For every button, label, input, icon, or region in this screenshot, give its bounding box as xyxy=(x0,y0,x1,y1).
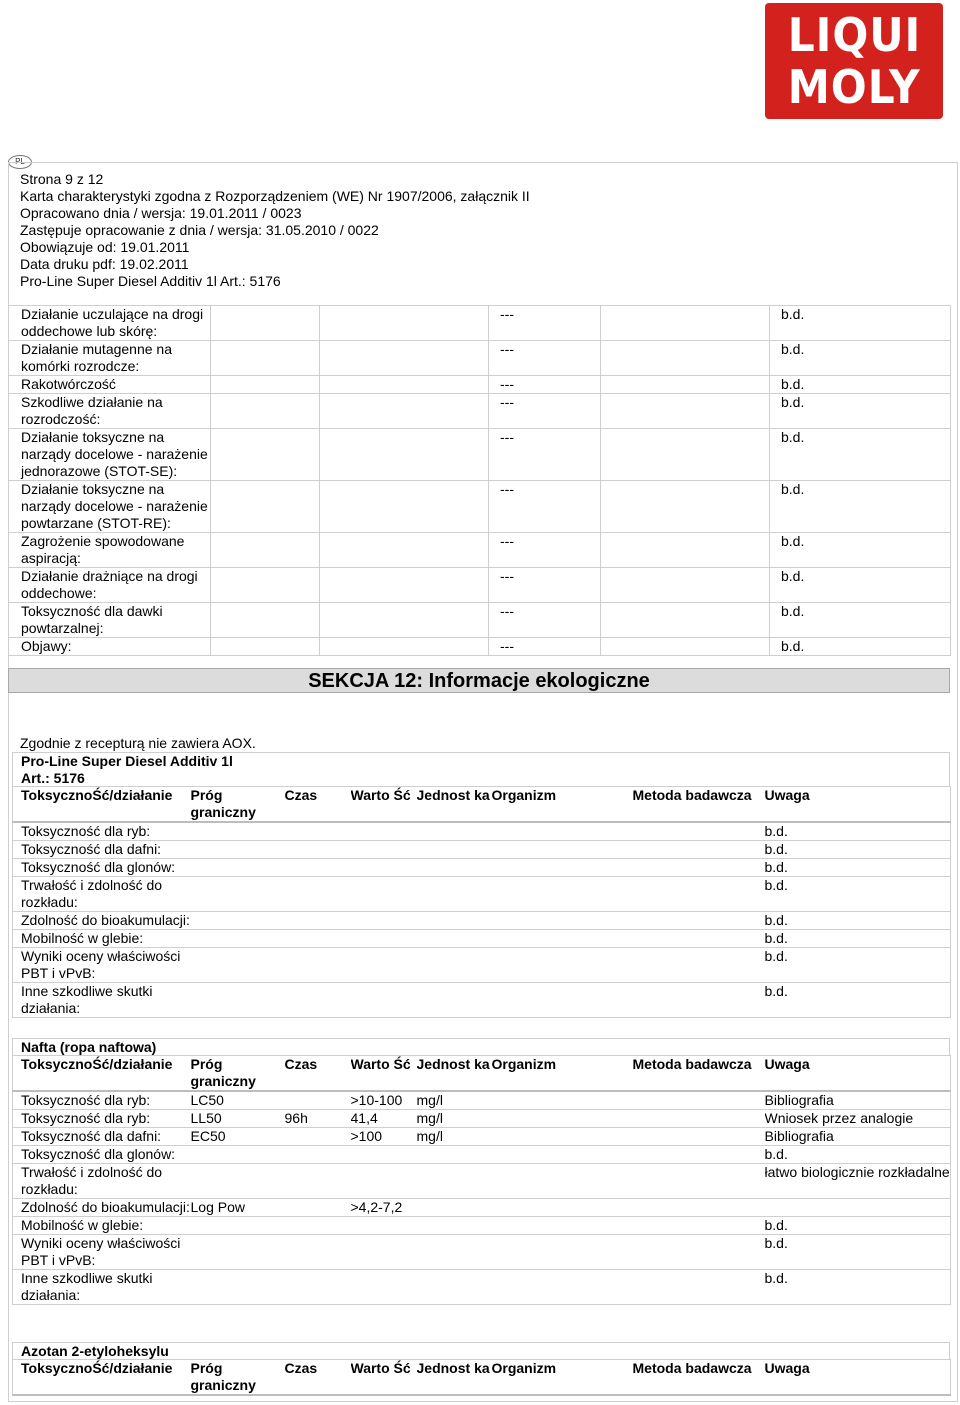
eco-row xyxy=(13,1164,951,1199)
eco-threshold xyxy=(191,1217,285,1235)
eco-organism xyxy=(492,1128,633,1146)
eco-remark: Wniosek przez analogie xyxy=(765,1110,951,1128)
tox-empty-cell xyxy=(601,603,770,638)
header-print-date: Data druku pdf: 19.02.2011 xyxy=(20,256,189,272)
eco-value: >4,2-7,2 xyxy=(351,1199,417,1217)
tox-empty-cell xyxy=(601,376,770,394)
column-header-organism: Organizm xyxy=(492,1360,633,1396)
eco-remark: Bibliografia xyxy=(765,1128,951,1146)
eco-time xyxy=(285,983,351,1018)
header-product: Pro-Line Super Diesel Additiv 1l Art.: 5176 xyxy=(20,273,281,289)
column-header-tox: ToksycznoŚć/działanie xyxy=(13,787,191,823)
eco-label: Toksyczność dla ryb: xyxy=(13,1110,191,1128)
eco-threshold xyxy=(191,912,285,930)
header-replaces: Zastępuje opracowanie z dnia / wersja: 31.05.2010 / 0022 xyxy=(20,222,379,238)
tox-empty-cell xyxy=(320,394,489,429)
tox-empty-cell xyxy=(320,429,489,481)
eco-label: Wyniki oceny właściwości PBT i vPvB: xyxy=(13,1235,191,1270)
eco-unit: mg/l xyxy=(417,1128,492,1146)
eco-remark: b.d. xyxy=(765,1235,951,1270)
section-12-title: SEKCJA 12: Informacje ekologiczne xyxy=(8,668,950,693)
tox-empty-cell xyxy=(211,533,320,568)
eco-value xyxy=(351,983,417,1018)
tox-empty-cell xyxy=(320,568,489,603)
eco-label: Wyniki oceny właściwości PBT i vPvB: xyxy=(13,948,191,983)
aox-note: Zgodnie z recepturą nie zawiera AOX. xyxy=(20,735,256,751)
tox-row xyxy=(9,533,951,568)
tox-label: Toksyczność dla dawki powtarzalnej: xyxy=(9,603,211,638)
tox-note: b.d. xyxy=(770,306,951,341)
tox-note: b.d. xyxy=(770,603,951,638)
eco-value xyxy=(351,1217,417,1235)
eco-remark: b.d. xyxy=(765,841,951,859)
block-title-line: Art.: 5176 xyxy=(21,770,85,786)
eco-unit xyxy=(417,912,492,930)
eco-label: Zdolność do bioakumulacji: xyxy=(13,1199,191,1217)
eco-value xyxy=(351,859,417,877)
eco-organism xyxy=(492,822,633,841)
eco-organism xyxy=(492,841,633,859)
tox-value: --- xyxy=(489,341,601,376)
column-header-unit: Jednost ka xyxy=(417,1056,492,1092)
eco-row xyxy=(13,1091,951,1110)
eco-organism xyxy=(492,1110,633,1128)
eco-remark: łatwo biologicznie rozkładalne xyxy=(765,1164,951,1199)
column-header-unit: Jednost ka xyxy=(417,1360,492,1396)
tox-value: --- xyxy=(489,306,601,341)
eco-remark: Bibliografia xyxy=(765,1091,951,1110)
eco-method xyxy=(633,1270,765,1305)
eco-unit xyxy=(417,1217,492,1235)
tox-empty-cell xyxy=(601,481,770,533)
column-header-value: Warto Ść xyxy=(351,1360,417,1396)
eco-time xyxy=(285,1235,351,1270)
eco-organism xyxy=(492,877,633,912)
eco-time xyxy=(285,877,351,912)
eco-time xyxy=(285,1217,351,1235)
tox-empty-cell xyxy=(601,429,770,481)
eco-remark: b.d. xyxy=(765,1217,951,1235)
eco-label: Inne szkodliwe skutki działania: xyxy=(13,1270,191,1305)
tox-label: Objawy: xyxy=(9,638,211,656)
eco-table-nafta xyxy=(12,1055,951,1305)
eco-organism xyxy=(492,1270,633,1305)
eco-table-product xyxy=(12,786,951,1018)
column-header-time: Czas xyxy=(285,787,351,823)
eco-unit xyxy=(417,1235,492,1270)
eco-label: Toksyczność dla ryb: xyxy=(13,1091,191,1110)
eco-label: Toksyczność dla dafni: xyxy=(13,841,191,859)
eco-unit xyxy=(417,822,492,841)
tox-empty-cell xyxy=(601,341,770,376)
eco-organism xyxy=(492,1091,633,1110)
tox-row xyxy=(9,376,951,394)
eco-threshold: LL50 xyxy=(191,1110,285,1128)
eco-threshold xyxy=(191,948,285,983)
eco-value xyxy=(351,1146,417,1164)
eco-row xyxy=(13,841,951,859)
column-header-value: Warto Ść xyxy=(351,787,417,823)
eco-time xyxy=(285,1128,351,1146)
eco-time xyxy=(285,841,351,859)
eco-row xyxy=(13,1199,951,1217)
eco-unit xyxy=(417,877,492,912)
tox-empty-cell xyxy=(601,638,770,656)
block-title-product xyxy=(12,752,950,787)
header-valid-from: Obowiązuje od: 19.01.2011 xyxy=(20,239,190,255)
eco-time: 96h xyxy=(285,1110,351,1128)
column-header-tox: ToksycznoŚć/działanie xyxy=(13,1056,191,1092)
tox-empty-cell xyxy=(320,533,489,568)
eco-header-row xyxy=(13,1360,951,1396)
column-header-organism: Organizm xyxy=(492,1056,633,1092)
tox-empty-cell xyxy=(320,341,489,376)
tox-row xyxy=(9,341,951,376)
tox-empty-cell xyxy=(601,306,770,341)
block-title-line: Pro-Line Super Diesel Additiv 1l xyxy=(21,753,233,769)
tox-value: --- xyxy=(489,481,601,533)
eco-method xyxy=(633,1235,765,1270)
eco-remark: b.d. xyxy=(765,877,951,912)
eco-remark: b.d. xyxy=(765,912,951,930)
tox-empty-cell xyxy=(211,568,320,603)
tox-empty-cell xyxy=(211,603,320,638)
tox-row xyxy=(9,394,951,429)
eco-label: Toksyczność dla glonów: xyxy=(13,1146,191,1164)
eco-method xyxy=(633,1128,765,1146)
eco-row xyxy=(13,912,951,930)
eco-method xyxy=(633,930,765,948)
column-header-remark: Uwaga xyxy=(765,1360,951,1396)
eco-organism xyxy=(492,930,633,948)
column-header-time: Czas xyxy=(285,1056,351,1092)
eco-remark: b.d. xyxy=(765,1146,951,1164)
eco-row xyxy=(13,859,951,877)
tox-row xyxy=(9,481,951,533)
eco-method xyxy=(633,1110,765,1128)
column-header-value: Warto Ść xyxy=(351,1056,417,1092)
eco-time xyxy=(285,930,351,948)
eco-label: Toksyczność dla ryb: xyxy=(13,822,191,841)
eco-time xyxy=(285,1091,351,1110)
eco-method xyxy=(633,859,765,877)
eco-unit xyxy=(417,841,492,859)
tox-label: Działanie mutagenne na komórki rozrodcze: xyxy=(9,341,211,376)
tox-empty-cell xyxy=(601,394,770,429)
eco-label: Inne szkodliwe skutki działania: xyxy=(13,983,191,1018)
eco-unit xyxy=(417,1146,492,1164)
eco-threshold xyxy=(191,930,285,948)
eco-organism xyxy=(492,1199,633,1217)
eco-row xyxy=(13,930,951,948)
eco-value xyxy=(351,822,417,841)
eco-organism xyxy=(492,859,633,877)
logo-line-1: LIQUI xyxy=(787,8,921,62)
column-header-threshold: Próg graniczny xyxy=(191,787,285,823)
eco-header-row xyxy=(13,1056,951,1092)
eco-value xyxy=(351,1270,417,1305)
tox-note: b.d. xyxy=(770,376,951,394)
block-title-azotan xyxy=(12,1342,950,1360)
tox-label: Działanie toksyczne na narządy docelowe - narażenie jednorazowe (STOT-SE): xyxy=(9,429,211,481)
column-header-method: Metoda badawcza xyxy=(633,1056,765,1092)
tox-row xyxy=(9,638,951,656)
tox-empty-cell xyxy=(320,306,489,341)
eco-value xyxy=(351,841,417,859)
tox-value: --- xyxy=(489,603,601,638)
tox-label: Szkodliwe działanie na rozrodczość: xyxy=(9,394,211,429)
eco-value xyxy=(351,948,417,983)
eco-label: Toksyczność dla glonów: xyxy=(13,859,191,877)
eco-method xyxy=(633,822,765,841)
eco-remark: b.d. xyxy=(765,1270,951,1305)
tox-empty-cell xyxy=(320,376,489,394)
tox-value: --- xyxy=(489,376,601,394)
eco-row xyxy=(13,1217,951,1235)
eco-value: >10-100 xyxy=(351,1091,417,1110)
eco-unit xyxy=(417,983,492,1018)
block-title-line: Nafta (ropa naftowa) xyxy=(21,1039,157,1055)
eco-threshold: LC50 xyxy=(191,1091,285,1110)
tox-row xyxy=(9,568,951,603)
eco-time xyxy=(285,1164,351,1199)
tox-row xyxy=(9,603,951,638)
tox-empty-cell xyxy=(601,568,770,603)
column-header-time: Czas xyxy=(285,1360,351,1396)
tox-label: Zagrożenie spowodowane aspiracją: xyxy=(9,533,211,568)
eco-organism xyxy=(492,1235,633,1270)
document-header xyxy=(20,171,530,290)
header-regulation: Karta charakterystyki zgodna z Rozporządzeniem (WE) Nr 1907/2006, załącznik II xyxy=(20,188,530,204)
tox-value: --- xyxy=(489,394,601,429)
tox-value: --- xyxy=(489,638,601,656)
eco-label: Trwałość i zdolność do rozkładu: xyxy=(13,877,191,912)
eco-time xyxy=(285,1146,351,1164)
eco-remark xyxy=(765,1199,951,1217)
eco-row xyxy=(13,822,951,841)
eco-time xyxy=(285,1199,351,1217)
header-page-number: Strona 9 z 12 xyxy=(20,171,104,187)
column-header-remark: Uwaga xyxy=(765,787,951,823)
eco-method xyxy=(633,1091,765,1110)
eco-threshold: EC50 xyxy=(191,1128,285,1146)
eco-row xyxy=(13,1270,951,1305)
eco-threshold xyxy=(191,1164,285,1199)
tox-empty-cell xyxy=(211,394,320,429)
eco-value xyxy=(351,877,417,912)
eco-threshold: Log Pow xyxy=(191,1199,285,1217)
header-version: Opracowano dnia / wersja: 19.01.2011 / 0023 xyxy=(20,205,302,221)
eco-row xyxy=(13,1146,951,1164)
eco-remark: b.d. xyxy=(765,948,951,983)
eco-time xyxy=(285,859,351,877)
eco-time xyxy=(285,948,351,983)
eco-threshold xyxy=(191,1146,285,1164)
language-badge: PL xyxy=(8,155,32,169)
eco-method xyxy=(633,1146,765,1164)
eco-threshold xyxy=(191,859,285,877)
tox-note: b.d. xyxy=(770,533,951,568)
eco-row xyxy=(13,1235,951,1270)
column-header-threshold: Próg graniczny xyxy=(191,1056,285,1092)
eco-unit xyxy=(417,948,492,983)
eco-value xyxy=(351,1235,417,1270)
tox-empty-cell xyxy=(211,376,320,394)
eco-remark: b.d. xyxy=(765,983,951,1018)
eco-method xyxy=(633,841,765,859)
tox-empty-cell xyxy=(211,481,320,533)
eco-value xyxy=(351,912,417,930)
eco-threshold xyxy=(191,841,285,859)
eco-organism xyxy=(492,1164,633,1199)
eco-row xyxy=(13,948,951,983)
column-header-tox: ToksycznoŚć/działanie xyxy=(13,1360,191,1396)
eco-threshold xyxy=(191,822,285,841)
column-header-method: Metoda badawcza xyxy=(633,787,765,823)
tox-empty-cell xyxy=(320,638,489,656)
tox-note: b.d. xyxy=(770,394,951,429)
eco-unit xyxy=(417,859,492,877)
eco-row xyxy=(13,1128,951,1146)
eco-method xyxy=(633,983,765,1018)
eco-row xyxy=(13,877,951,912)
tox-note: b.d. xyxy=(770,568,951,603)
eco-remark: b.d. xyxy=(765,822,951,841)
tox-row xyxy=(9,306,951,341)
tox-label: Działanie uczulające na drogi oddechowe lub skórę: xyxy=(9,306,211,341)
eco-table-azotan xyxy=(12,1359,951,1396)
tox-empty-cell xyxy=(211,429,320,481)
eco-label: Mobilność w glebie: xyxy=(13,1217,191,1235)
eco-organism xyxy=(492,983,633,1018)
block-title-line: Azotan 2-etyloheksylu xyxy=(21,1343,169,1359)
tox-value: --- xyxy=(489,533,601,568)
column-header-threshold: Próg graniczny xyxy=(191,1360,285,1396)
eco-method xyxy=(633,1217,765,1235)
tox-empty-cell xyxy=(320,481,489,533)
column-header-organism: Organizm xyxy=(492,787,633,823)
eco-method xyxy=(633,877,765,912)
tox-note: b.d. xyxy=(770,341,951,376)
tox-row xyxy=(9,429,951,481)
eco-threshold xyxy=(191,877,285,912)
eco-organism xyxy=(492,1146,633,1164)
eco-unit xyxy=(417,930,492,948)
eco-method xyxy=(633,948,765,983)
eco-label: Mobilność w glebie: xyxy=(13,930,191,948)
eco-label: Zdolność do bioakumulacji: xyxy=(13,912,191,930)
eco-value xyxy=(351,1164,417,1199)
eco-method xyxy=(633,1199,765,1217)
eco-unit xyxy=(417,1199,492,1217)
eco-row xyxy=(13,983,951,1018)
tox-note: b.d. xyxy=(770,481,951,533)
eco-method xyxy=(633,912,765,930)
eco-unit xyxy=(417,1164,492,1199)
eco-time xyxy=(285,1270,351,1305)
tox-label: Rakotwórczość xyxy=(9,376,211,394)
tox-empty-cell xyxy=(211,638,320,656)
eco-organism xyxy=(492,912,633,930)
logo-line-2: MOLY xyxy=(787,60,921,114)
eco-time xyxy=(285,912,351,930)
eco-unit: mg/l xyxy=(417,1110,492,1128)
tox-label: Działanie toksyczne na narządy docelowe - narażenie powtarzane (STOT-RE): xyxy=(9,481,211,533)
tox-empty-cell xyxy=(211,341,320,376)
eco-time xyxy=(285,822,351,841)
eco-label: Trwałość i zdolność do rozkładu: xyxy=(13,1164,191,1199)
column-header-unit: Jednost ka xyxy=(417,787,492,823)
eco-threshold xyxy=(191,1270,285,1305)
eco-value: >100 xyxy=(351,1128,417,1146)
tox-note: b.d. xyxy=(770,638,951,656)
tox-empty-cell xyxy=(320,603,489,638)
eco-unit xyxy=(417,1270,492,1305)
eco-threshold xyxy=(191,1235,285,1270)
eco-header-row xyxy=(13,787,951,823)
eco-remark: b.d. xyxy=(765,930,951,948)
tox-value: --- xyxy=(489,429,601,481)
eco-unit: mg/l xyxy=(417,1091,492,1110)
toxicology-table xyxy=(8,305,951,656)
tox-value: --- xyxy=(489,568,601,603)
eco-remark: b.d. xyxy=(765,859,951,877)
tox-empty-cell xyxy=(211,306,320,341)
eco-value: 41,4 xyxy=(351,1110,417,1128)
eco-threshold xyxy=(191,983,285,1018)
eco-method xyxy=(633,1164,765,1199)
tox-empty-cell xyxy=(601,533,770,568)
eco-value xyxy=(351,930,417,948)
liqui-moly-logo xyxy=(765,3,943,119)
column-header-remark: Uwaga xyxy=(765,1056,951,1092)
column-header-method: Metoda badawcza xyxy=(633,1360,765,1396)
eco-organism xyxy=(492,948,633,983)
eco-label: Toksyczność dla dafni: xyxy=(13,1128,191,1146)
eco-row xyxy=(13,1110,951,1128)
eco-organism xyxy=(492,1217,633,1235)
tox-note: b.d. xyxy=(770,429,951,481)
tox-label: Działanie drażniące na drogi oddechowe: xyxy=(9,568,211,603)
block-title-nafta xyxy=(12,1038,950,1056)
